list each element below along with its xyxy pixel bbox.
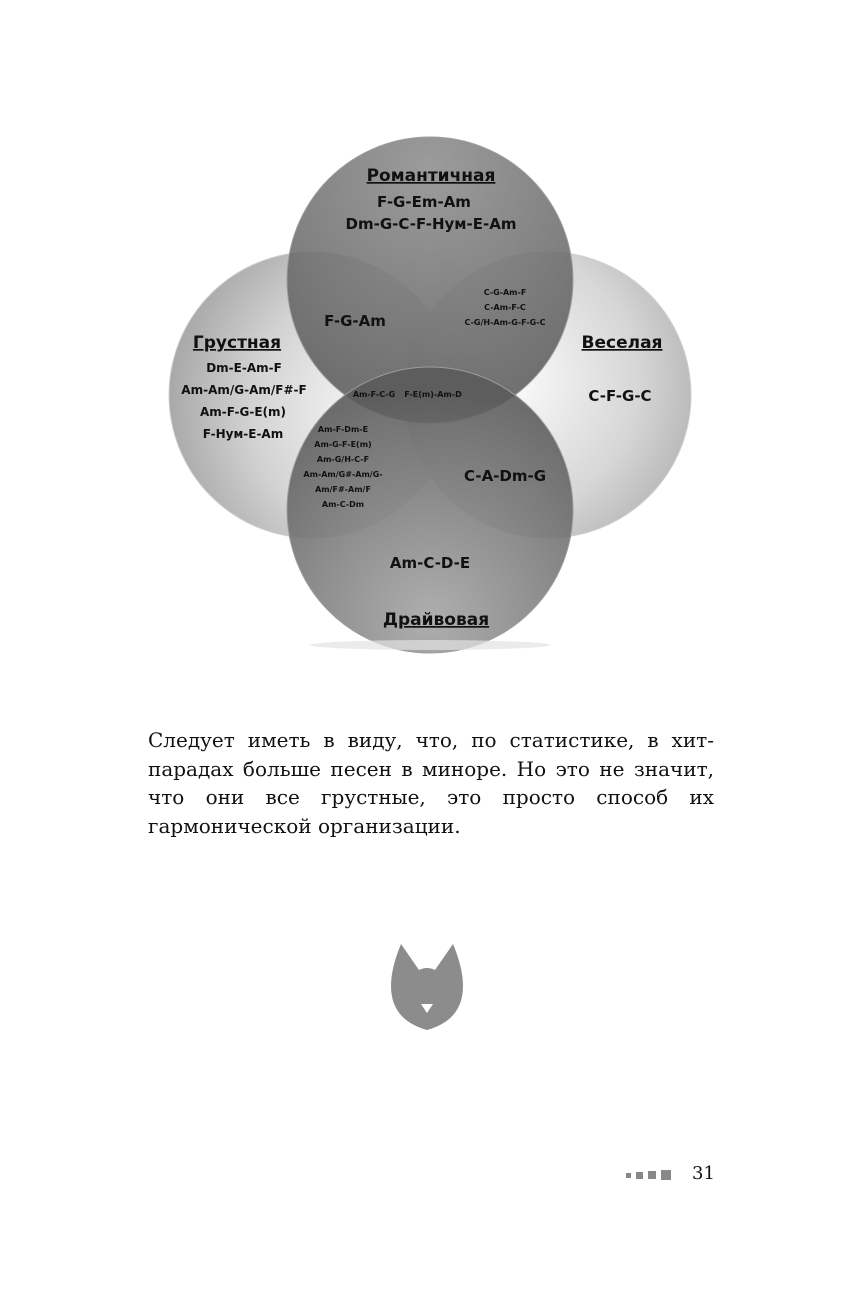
- page-dot: [661, 1170, 671, 1180]
- circle-drive-shadow: [310, 640, 550, 650]
- center-right-line: F-E(m)-Am-D: [404, 390, 462, 399]
- sad-line: F-Нум-E-Am: [202, 427, 284, 441]
- page-dot: [636, 1172, 643, 1179]
- happy-drive-line: C-A-Dm-G: [463, 467, 547, 485]
- sad-drive-line: Am-F-Dm-E: [317, 425, 369, 434]
- romantic-line: Dm-G-C-F-Нум-E-Am: [345, 215, 517, 233]
- romantic-happy-line: C-G/H-Am-G-F-G-C: [464, 318, 546, 327]
- romantic-sad-line: F-G-Am: [324, 312, 386, 330]
- romantic-happy-line: C-Am-F-C: [484, 303, 526, 312]
- page-dot: [626, 1173, 631, 1178]
- romantic-heading: Романтичная: [366, 166, 496, 186]
- drive-line: Am-C-D-E: [389, 554, 471, 572]
- romantic-line: F-G-Em-Am: [377, 193, 471, 211]
- center-left-line: Am-F-C-G: [352, 390, 396, 399]
- happy-line: C-F-G-C: [588, 387, 652, 405]
- romantic-happy-line: C-G-Am-F: [483, 288, 527, 297]
- page-dot: [648, 1171, 656, 1179]
- sad-heading: Грустная: [192, 333, 282, 353]
- sad-line: Am-F-G-E(m): [199, 405, 287, 419]
- page-footer: [626, 1163, 726, 1187]
- sad-line: Am-Am/G-Am/F#-F: [181, 383, 307, 397]
- sad-drive-line: Am/F#-Am/F: [315, 485, 371, 494]
- sad-drive-line: Am-G/H-C-F: [316, 455, 370, 464]
- happy-heading: Веселая: [581, 333, 663, 353]
- page-dots-icon: [626, 1170, 686, 1180]
- sad-drive-line: Am-Am/G#-Am/G-: [303, 470, 383, 479]
- drive-heading: Драйвовая: [382, 610, 490, 630]
- cat-head-shape: [391, 944, 463, 1030]
- body-paragraph: Следует иметь в виду, что, по статистике, в хит-парадах больше песен в миноре. Но это не значит, что они все грустные, это просто способ их гармонической организации.: [148, 728, 714, 838]
- sad-drive-line: Am-C-Dm: [321, 500, 365, 509]
- cat-head-icon: [387, 940, 467, 1032]
- page-number: 31: [692, 1163, 715, 1184]
- sad-drive-line: Am-G-F-E(m): [314, 440, 372, 449]
- sad-line: Dm-E-Am-F: [206, 361, 282, 375]
